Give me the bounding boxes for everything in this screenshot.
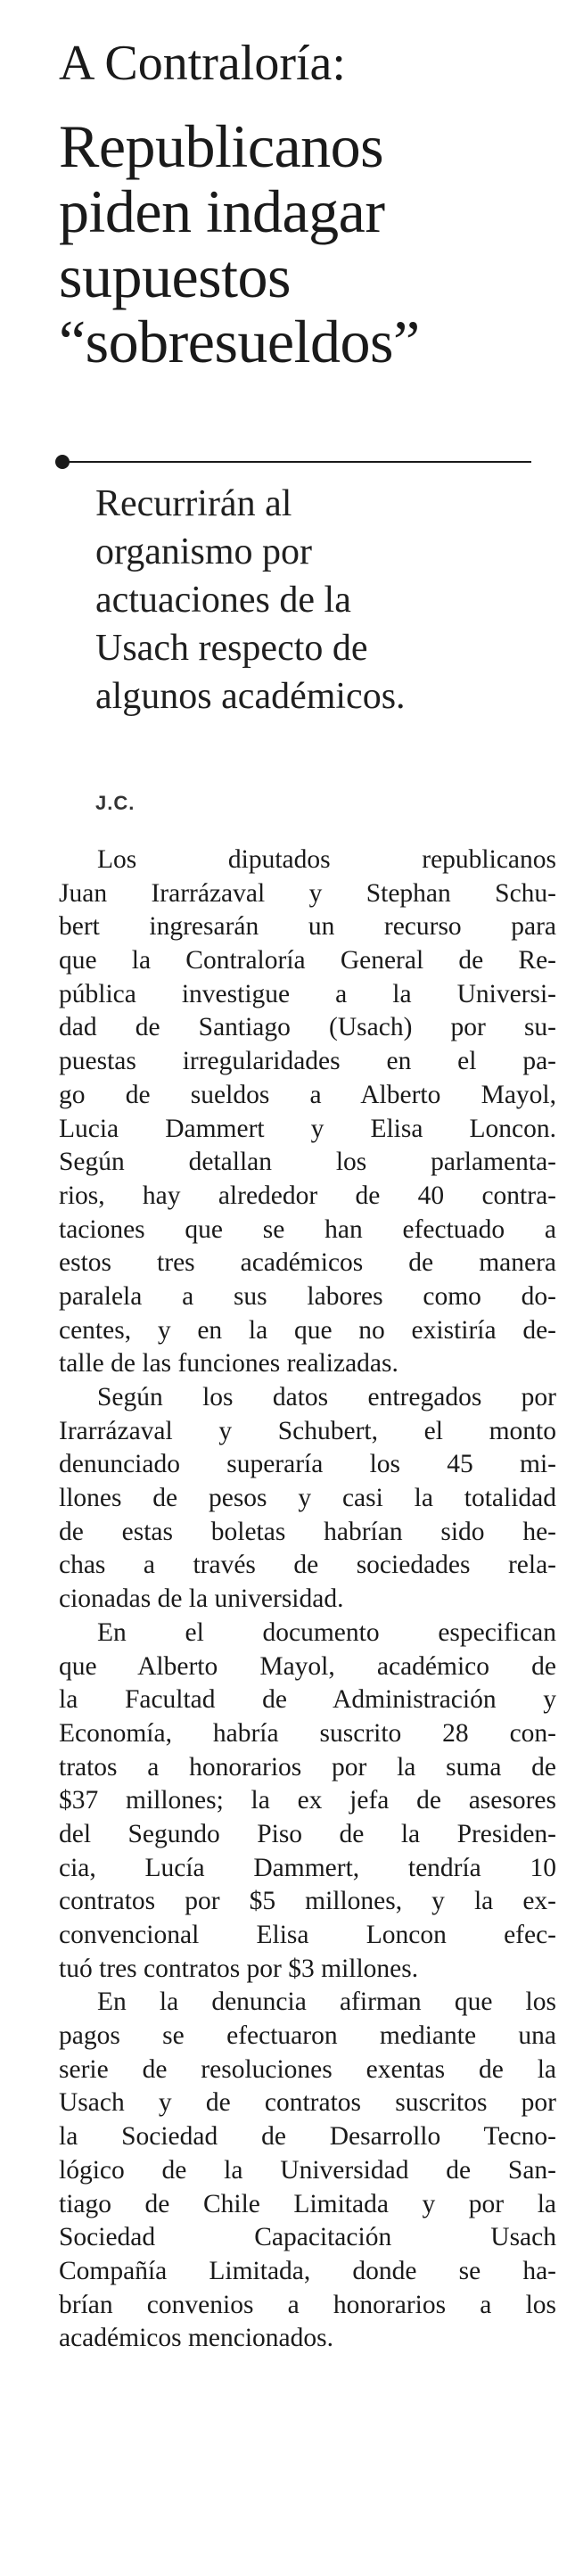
body-line: bert ingresarán un recurso para [59, 912, 556, 942]
body-line: Los diputados republicanos [97, 845, 556, 874]
body-line: Según los datos entregados por [97, 1383, 556, 1411]
body-line: Irarrázaval y Schubert, el monto [59, 1416, 556, 1445]
body-line: que la Contraloría General de Re- [59, 946, 556, 975]
body-line: centes, y en la que no existiría de- [59, 1315, 556, 1345]
body-line: cionadas de la universidad. [59, 1584, 344, 1614]
deck-subheading [95, 480, 559, 720]
body-line: cia, Lucía Dammert, tendría 10 [59, 1853, 556, 1882]
body-line: tratos a honorarios por la suma de [59, 1752, 556, 1782]
kicker: A Contraloría: [59, 36, 346, 91]
headline-line: supuestos [59, 243, 291, 310]
body-line: chas a través de sociedades rela- [59, 1551, 556, 1580]
body-line: Compañía Limitada, donde se ha- [59, 2256, 556, 2285]
body-line: En la denuncia afirman que los [97, 1988, 556, 2017]
body-line: taciones que se han efectuado a [59, 1214, 556, 1244]
body-line: del Segundo Piso de la Presiden- [59, 1819, 556, 1848]
body-line: En el documento especifican [97, 1617, 556, 1647]
body-line: brían convenios a honorarios a los [59, 2290, 556, 2319]
body-line: serie de resoluciones exentas de la [59, 2054, 556, 2084]
headline [59, 114, 558, 374]
deck-line: organismo por [95, 531, 313, 572]
body-line: que Alberto Mayol, académico de [59, 1651, 556, 1681]
deck-line: algunos académicos. [95, 676, 406, 717]
deck-line: Usach respecto de [95, 628, 368, 669]
body-line: llones de pesos y casi la totalidad [59, 1484, 556, 1513]
body-line: dad de Santiago (Usach) por su- [59, 1013, 556, 1042]
body-line: lógico de la Universidad de San- [59, 2155, 556, 2185]
body-line: Usach y de contratos suscritos por [59, 2088, 556, 2118]
body-line: pública investigue a la Universi- [59, 979, 556, 1008]
headline-line: Republicanos [59, 112, 384, 180]
body-line: denunciado superaría los 45 mi- [59, 1450, 556, 1479]
body-line: tuó tres contratos por $3 millones. [59, 1954, 419, 1983]
headline-line: piden indagar [59, 177, 385, 245]
body-line: tiago de Chile Limitada y por la [59, 2189, 556, 2218]
article-body [59, 844, 556, 2356]
body-line: académicos mencionados. [59, 2324, 333, 2353]
body-line: paralela a sus labores como do- [59, 1281, 556, 1311]
body-line: Juan Irarrázaval y Stephan Schu- [59, 878, 556, 908]
body-line: convencional Elisa Loncon efec- [59, 1921, 556, 1949]
body-line: estos tres académicos de manera [59, 1248, 556, 1278]
body-line: Según detallan los parlamenta- [59, 1148, 556, 1177]
body-line: puestas irregularidades en el pa- [59, 1047, 556, 1076]
headline-line: “sobresueldos” [59, 308, 420, 375]
deck-line: actuaciones de la [95, 580, 351, 621]
body-line: contratos por $5 millones, y la ex- [59, 1887, 556, 1916]
body-line: la Facultad de Administración y [59, 1685, 556, 1715]
body-line: la Sociedad de Desarrollo Tecno- [59, 2122, 556, 2152]
deck-line: Recurrirán al [95, 483, 292, 524]
body-line: de estas boletas habrían sido he- [59, 1517, 556, 1546]
body-line: go de sueldos a Alberto Mayol, [59, 1080, 556, 1109]
body-line: Sociedad Capacitación Usach [59, 2223, 556, 2252]
body-line: $37 millones; la ex jefa de asesores [59, 1786, 556, 1815]
byline: J.C. [95, 792, 136, 814]
body-line: Economía, habría suscrito 28 con- [59, 1718, 556, 1748]
body-line: Lucia Dammert y Elisa Loncon. [59, 1114, 556, 1143]
divider-rule [59, 461, 531, 463]
body-line: pagos se efectuaron mediante una [59, 2021, 556, 2051]
body-line: rios, hay alrededor de 40 contra- [59, 1181, 556, 1210]
body-line: talle de las funciones realizadas. [59, 1349, 398, 1379]
